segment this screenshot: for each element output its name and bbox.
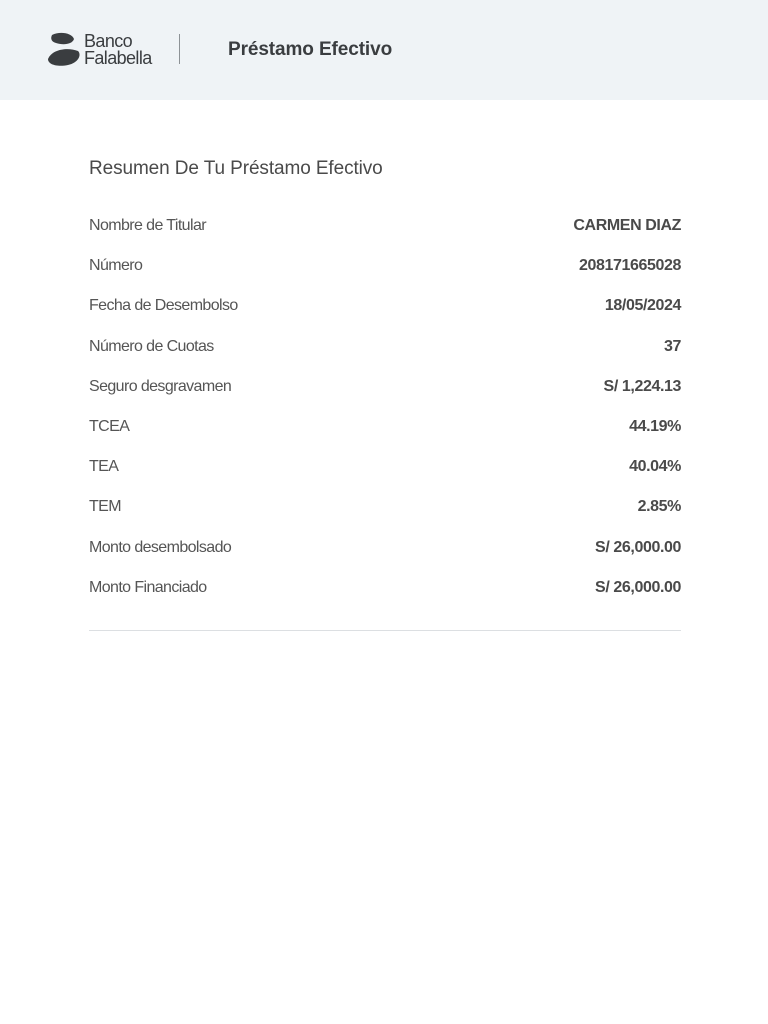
section-divider [89,630,681,631]
row-label: TEM [89,498,121,516]
row-monto-financiado [89,568,681,608]
row-value: CARMEN DIAZ [573,217,681,235]
row-value: 2.85% [637,498,681,516]
row-label: Monto desembolsado [89,538,232,556]
row-value: S/ 26,000.00 [595,578,681,596]
row-seguro-desgravamen [89,367,681,407]
row-label: Fecha de Desembolso [89,297,238,315]
row-label: Número [89,257,143,275]
summary-title: Resumen De Tu Préstamo Efectivo [89,158,383,179]
row-value: 18/05/2024 [604,297,681,315]
row-numero-cuotas [89,327,681,367]
row-value: 37 [664,337,681,355]
logo-line2: Falabella [84,48,152,68]
header [0,0,768,100]
row-label: Nombre de Titular [89,217,206,235]
row-fecha-desembolso [89,286,681,326]
row-label: TEA [89,458,119,476]
row-tem [89,487,681,527]
summary-list [89,206,681,608]
logo-wordmark [84,33,152,67]
row-tea [89,447,681,487]
row-numero [89,246,681,286]
page-title: Préstamo Efectivo [228,39,393,60]
row-label: Seguro desgravamen [89,377,232,395]
row-nombre-titular [89,206,681,246]
logo-line1: Banco [84,31,133,51]
row-value: 208171665028 [579,257,681,275]
row-tcea [89,407,681,447]
row-label: TCEA [89,418,130,436]
row-value: 44.19% [629,418,681,436]
row-value: S/ 1,224.13 [603,377,681,395]
row-value: S/ 26,000.00 [595,538,681,556]
header-divider [179,34,180,64]
row-label: Monto Financiado [89,578,207,596]
row-value: 40.04% [629,458,681,476]
banco-falabella-logo-icon [46,31,82,69]
row-label: Número de Cuotas [89,337,214,355]
banco-falabella-logo[interactable] [46,31,166,71]
row-monto-desembolsado [89,528,681,568]
